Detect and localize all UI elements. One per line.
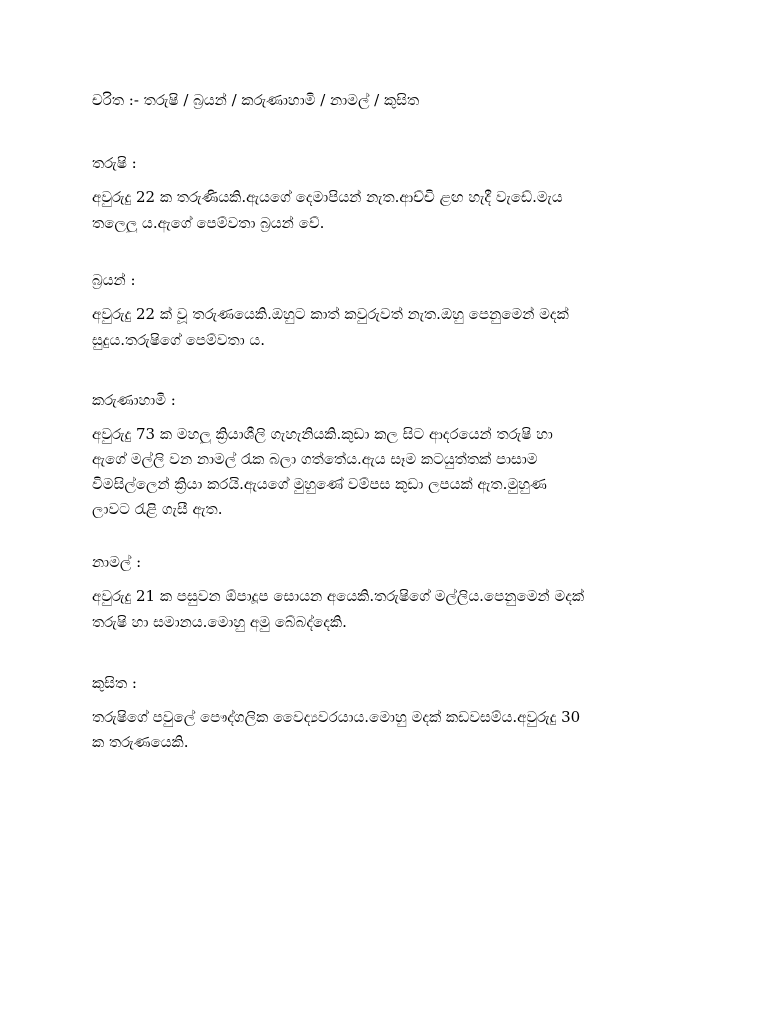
- character-heading-karunahami: කරුණාහාමි :: [92, 391, 176, 409]
- character-description-line: සුදුය.තරුෂිගේ පෙම්වතා ය.: [92, 331, 265, 349]
- character-heading-kusitha: කුසිත :: [92, 674, 137, 692]
- character-description-line: තරුෂි හා සමානය.මොහු අමු බේබද්දෙකි.: [92, 613, 347, 631]
- character-description-line: ක තරුණයෙකි.: [92, 733, 189, 751]
- character-description-line: අවුරුදු 73 ක මහලු ක්‍රියාශීලි ගැහැනියකි.කුඩා කල සිට ආදරයෙන් තරුෂි හා: [92, 425, 553, 443]
- character-heading-tharushi: තරුෂි :: [92, 154, 137, 172]
- cast-list-line: චරිත :- තරුෂි / බ්‍රයන් / කරුණාහාමි / නාමල් / කුසිත: [92, 91, 420, 109]
- character-description-line: අවුරුදු 21 ක පසුවන ඕපාදූප සොයන අයෙකි.තරුෂිගේ මල්ලිය.පෙනුමෙන් මදක්: [92, 587, 585, 605]
- character-description-line: තලෙලු ය.ඇගේ පෙම්වතා බ්‍රයන් වේ.: [92, 214, 325, 232]
- character-description-line: අවුරුදු 22 ක තරුණියකි.ඇයගේ දෙමාපියන් නැත.ආච්චි ළඟ හැදී වැඩේ.මැය: [92, 188, 563, 206]
- character-description-line: අවුරුදු 22 ක් වූ තරුණයෙකි.ඔහුට කාත් කවුරුවත් නැත.ඔහු පෙනුමෙන් මදක්: [92, 305, 569, 323]
- character-heading-brian: බ්‍රයන් :: [92, 271, 136, 289]
- character-description-line: ඇගේ මල්ලි වන නාමල් රැක බලා ගත්තේය.ඇය සෑම කටයුත්තක් පාසාම: [92, 450, 538, 468]
- character-heading-namal: නාමල් :: [92, 553, 142, 571]
- character-description-line: ලාවට රැළි ගැසී ඇත.: [92, 500, 223, 518]
- character-description-line: විමසිල්ලෙන් ක්‍රියා කරයි.ඇයගේ මුහුණේ වම්පස කුඩා ලපයක් ඇත.මුහුණ: [92, 475, 547, 493]
- character-description-line: තරුෂිගේ පවුලේ පෞද්ගලික වෛද්‍යවරයාය.මොහු මදක් කඩවසම්ය.අවුරුදු 30: [92, 708, 581, 726]
